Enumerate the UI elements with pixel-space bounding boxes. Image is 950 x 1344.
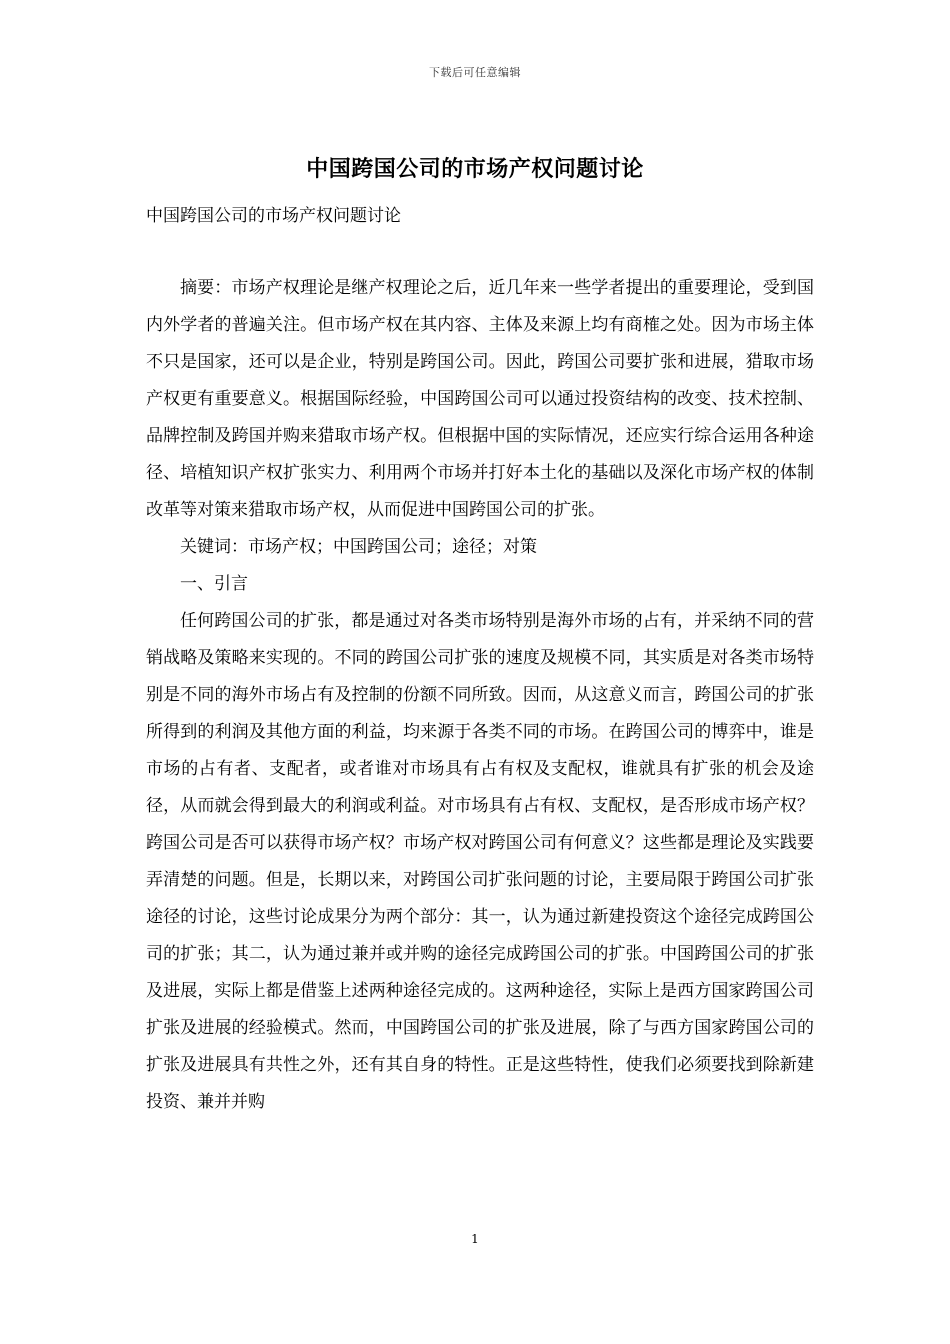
document-title: 中国跨国公司的市场产权问题讨论 (306, 156, 644, 182)
document-body (146, 270, 814, 1121)
page-number: 1 (471, 1232, 479, 1246)
keywords-paragraph: 关键词：市场产权；中国跨国公司；途径；对策 (180, 537, 537, 557)
abstract-paragraph: 摘要：市场产权理论是继产权理论之后，近几年来一些学者提出的重要理论，受到国内外学者的普遍关注。但市场产权在其内容、主体及来源上均有商榷之处。因为市场主体不只是国家，还可以是企业，特别是跨国公司。因此，跨国公司要扩张和进展，猎取市场产权更有重要意义。根据国际经验，中国跨国公司可以通过投资结构的改变、技术控制、品牌控制及跨国并购来猎取市场产权。但根据中国的实际情况，还应实行综合运用各种途径、培植知识产权扩张实力、利用两个市场并打好本土化的基础以及深化市场产权的体制改革等对策来猎取市场产权，从而促进中国跨国公司的扩张。 (146, 278, 814, 520)
document-subtitle: 中国跨国公司的市场产权问题讨论 (146, 206, 401, 226)
page-header-note: 下载后可任意编辑 (429, 66, 521, 79)
introduction-paragraph: 任何跨国公司的扩张，都是通过对各类市场特别是海外市场的占有，并采纳不同的营销战略及策略来实现的。不同的跨国公司扩张的速度及规模不同，其实质是对各类市场特别是不同的海外市场占有及控制的份额不同所致。因而，从这意义而言，跨国公司的扩张所得到的利润及其他方面的利益，均来源于各类不同的市场。在跨国公司的博弈中，谁是市场的占有者、支配者，或者谁对市场具有占有权及支配权，谁就具有扩张的机会及途径，从而就会得到最大的利润或利益。对市场具有占有权、支配权，是否形成市场产权？跨国公司是否可以获得市场产权？市场产权对跨国公司有何意义？这些都是理论及实践要弄清楚的问题。但是，长期以来，对跨国公司扩张问题的讨论，主要局限于跨国公司扩张途径的讨论，这些讨论成果分为两个部分：其一，认为通过新建投资这个途径完成跨国公司的扩张；其二，认为通过兼并或并购的途径完成跨国公司的扩张。中国跨国公司的扩张及进展，实际上都是借鉴上述两种途径完成的。这两种途径，实际上是西方国家跨国公司扩张及进展的经验模式。然而，中国跨国公司的扩张及进展，除了与西方国家跨国公司的扩张及进展具有共性之外，还有其自身的特性。正是这些特性，使我们必须要找到除新建投资、兼并并购 (146, 611, 814, 1112)
section-heading-introduction: 一、引言 (180, 574, 248, 594)
